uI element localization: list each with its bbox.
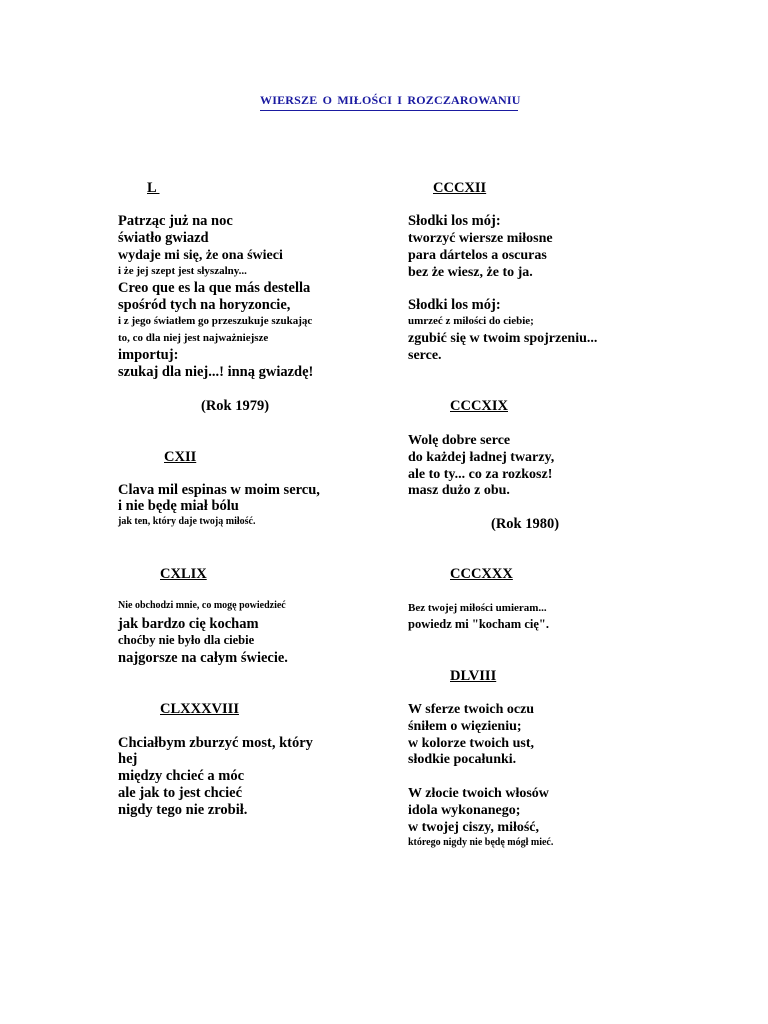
poem-line: umrzeć z miłości do ciebie;: [408, 315, 534, 327]
poem-number-cxii: CXII: [164, 449, 197, 465]
poem-line: Słodki los mój:: [408, 213, 501, 229]
poem-line: ale to ty... co za rozkosz!: [408, 467, 553, 482]
poem-line: między chcieć a móc: [118, 768, 245, 784]
poem-line: jak bardzo cię kocham: [118, 616, 259, 632]
poem-line: bez że wiesz, że to ja.: [408, 265, 533, 280]
poem-line: światło gwiazd: [118, 230, 209, 246]
poem-line: wydaje mi się, że ona świeci: [118, 248, 283, 263]
poem-line: Creo que es la que más destella: [118, 280, 311, 296]
poem-line: masz dużo z obu.: [408, 483, 510, 498]
poem-line: idola wykonanego;: [408, 803, 521, 818]
poem-line: W złocie twoich włosów: [408, 786, 549, 801]
poem-number-l: L: [147, 180, 160, 196]
poem-line: do każdej ładnej twarzy,: [408, 450, 555, 465]
poem-line: Chciałbym zburzyć most, który: [118, 735, 313, 751]
poem-line: Słodki los mój:: [408, 297, 501, 313]
poem-line: Bez twojej miłości umieram...: [408, 602, 547, 614]
poem-line: choćby nie było dla ciebie: [118, 633, 255, 647]
poem-line: w kolorze twoich ust,: [408, 736, 534, 751]
poem-line: ale jak to jest chcieć: [118, 785, 243, 801]
poem-line: W sferze twoich oczu: [408, 702, 535, 717]
poem-line: tworzyć wiersze miłosne: [408, 231, 553, 246]
poem-line: którego nigdy nie będę mógł mieć.: [408, 837, 554, 848]
poem-line: w twojej ciszy, miłość,: [408, 820, 540, 835]
poem-line: Nie obchodzi mnie, co mogę powiedzieć: [118, 600, 286, 611]
poem-number-cccxii: CCCXII: [433, 180, 487, 196]
poem-line: i nie będę miał bólu: [118, 498, 239, 514]
poem-line: serce.: [408, 348, 442, 363]
document-title: WIERSZE O MIŁOŚCI I ROZCZAROWANIU: [260, 93, 518, 111]
poem-line: importuj:: [118, 347, 179, 363]
poem-number-clxxxviii: CLXXXVIII: [160, 701, 239, 717]
poem-line: najgorsze na całym świecie.: [118, 650, 288, 666]
poem-line: to, co dla niej jest najważniejsze: [118, 332, 269, 344]
poem-line: jak ten, który daje twoją miłość.: [118, 516, 256, 527]
poem-number-cxlix: CXLIX: [160, 566, 207, 582]
poem-year: (Rok 1979): [201, 398, 270, 414]
poem-line: i że jej szept jest słyszalny...: [118, 265, 247, 277]
poem-line: szukaj dla niej...! inną gwiazdę!: [118, 364, 314, 380]
poem-line: Wolę dobre serce: [408, 433, 511, 448]
poem-number-cccxix: CCCXIX: [450, 398, 508, 414]
poem-line: śniłem o więzieniu;: [408, 719, 522, 734]
poem-line: słodkie pocałunki.: [408, 752, 517, 767]
poem-line: nigdy tego nie zrobił.: [118, 802, 248, 818]
poem-number-cccxxx: CCCXXX: [450, 566, 513, 582]
poem-number-dlviii: DLVIII: [450, 668, 497, 684]
poem-line: Patrząc już na noc: [118, 213, 233, 229]
poem-line: para dártelos a oscuras: [408, 248, 547, 263]
poem-line: zgubić się w twoim spojrzeniu...: [408, 331, 598, 346]
poem-line: hej: [118, 751, 138, 767]
poem-line: spośród tych na horyzoncie,: [118, 297, 291, 313]
poem-line: Clava mil espinas w moim sercu,: [118, 482, 320, 498]
poem-line: i z jego światłem go przeszukuje szukając: [118, 315, 313, 327]
poem-line: powiedz mi "kocham cię".: [408, 617, 549, 631]
poem-year: (Rok 1980): [491, 516, 560, 532]
